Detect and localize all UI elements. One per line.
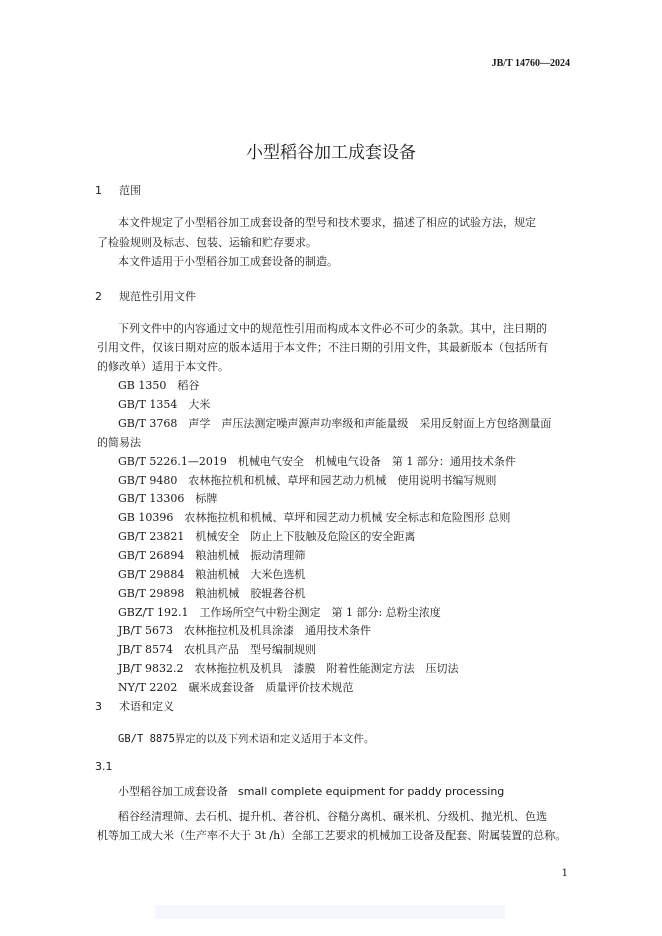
- section-1-heading: [95, 182, 141, 198]
- reference-item: JB/T 9832.2 农林拖拉机及机具 漆膜 附着性能测定方法 压切法: [118, 662, 459, 675]
- page-number: 1: [561, 868, 568, 879]
- section-3-heading: [95, 698, 174, 714]
- section-title: 术语和定义: [119, 700, 174, 713]
- section-number: 2: [95, 290, 102, 303]
- paragraph-line: 了检验规则及标志、包装、运输和贮存要求。: [97, 236, 317, 249]
- reference-item: GB/T 5226.1—2019 机械电气安全 机械电气设备 第 1 部分：通用技术条件: [118, 455, 516, 468]
- term-english: small complete equipment for paddy processing: [238, 785, 505, 798]
- watermark: [155, 905, 505, 919]
- reference-item: GB/T 29884 粮油机械 大米色选机: [118, 568, 306, 581]
- section-title: 范围: [119, 184, 141, 197]
- reference-item: GB/T 3768 声学 声压法测定噪声源声功率级和声能量级 采用反射面上方包络测量面: [118, 417, 552, 430]
- paragraph-line: 引用文件，仅该日期对应的版本适用于本文件；不注日期的引用文件，其最新版本（包括所有: [97, 341, 548, 354]
- reference-item: GB 10396 农林拖拉机和机械、草坪和园艺动力机械 安全标志和危险图形 总则: [118, 511, 511, 524]
- term-number: 3.1: [95, 760, 113, 773]
- paragraph-line: 本文件规定了小型稻谷加工成套设备的型号和技术要求，描述了相应的试验方法，规定: [118, 216, 536, 229]
- reference-item: GB/T 23821 机械安全 防止上下肢触及危险区的安全距离: [118, 530, 416, 543]
- paragraph-line: GB/T 8875界定的以及下列术语和定义适用于本文件。: [118, 733, 375, 745]
- paragraph-line: 的修改单）适用于本文件。: [97, 360, 229, 373]
- definition-line: 稻谷经清理筛、去石机、提升机、砻谷机、谷糙分离机、碾米机、分级机、抛光机、色选: [118, 810, 547, 823]
- section-number: 3: [95, 700, 102, 713]
- paragraph-line: 下列文件中的内容通过文中的规范性引用而构成本文件必不可少的条款。其中，注日期的: [118, 322, 547, 335]
- reference-item: GBZ/T 192.1 工作场所空气中粉尘测定 第 1 部分: 总粉尘浓度: [118, 606, 441, 619]
- reference-item: JB/T 8574 农机具产品 型号编制规则: [118, 643, 317, 656]
- reference-item: GB/T 26894 粮油机械 振动清理筛: [118, 549, 306, 562]
- reference-item: NY/T 2202 碾米成套设备 质量评价技术规范: [118, 681, 354, 694]
- document-title: 小型稻谷加工成套设备: [246, 143, 416, 163]
- term-entry: [118, 783, 504, 799]
- section-2-heading: [95, 288, 196, 304]
- section-number: 1: [95, 184, 102, 197]
- term-chinese: 小型稻谷加工成套设备: [118, 785, 228, 798]
- reference-item: GB/T 9480 农林拖拉机和机械、草坪和园艺动力机械 使用说明书编写规则: [118, 474, 497, 487]
- definition-line: 机等加工成大米（生产率不大于 3t /h）全部工艺要求的机械加工设备及配套、附属装置的总称。: [97, 829, 567, 842]
- reference-item-continued: 的简易法: [97, 436, 141, 449]
- paragraph-line: 本文件适用于小型稻谷加工成套设备的制造。: [118, 255, 338, 268]
- standard-number: JB/T 14760—2024: [491, 58, 570, 69]
- section-title: 规范性引用文件: [119, 290, 196, 303]
- reference-item: GB/T 29898 粮油机械 胶辊砻谷机: [118, 587, 306, 600]
- reference-item: JB/T 5673 农林拖拉机及机具涂漆 通用技术条件: [118, 624, 372, 637]
- reference-item: GB/T 13306 标牌: [118, 492, 218, 505]
- reference-item: GB 1350 稻谷: [118, 379, 200, 392]
- reference-item: GB/T 1354 大米: [118, 398, 211, 411]
